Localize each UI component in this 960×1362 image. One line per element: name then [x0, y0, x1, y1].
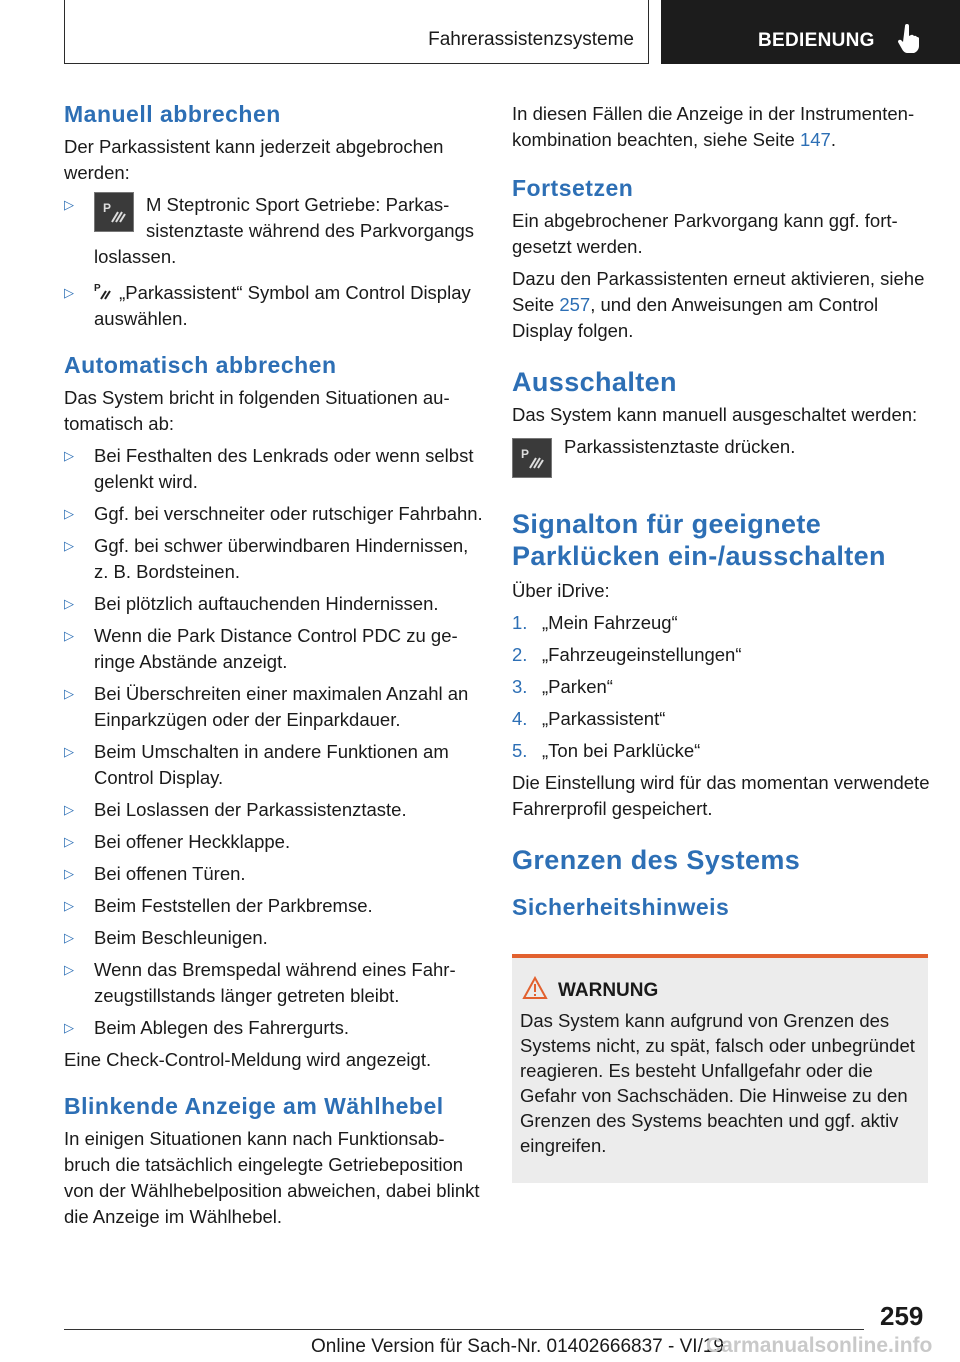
list-item	[64, 192, 484, 270]
left-column	[64, 101, 484, 1230]
list-item-text: Bei plötzlich auftauchenden Hindernissen.	[94, 593, 439, 614]
right-column	[512, 101, 932, 921]
triangle-right-icon: ▷	[64, 538, 74, 553]
triangle-right-icon: ▷	[64, 744, 74, 759]
list-item-text: „Parkassistent“ Symbol am Control Display auswählen.	[94, 282, 471, 329]
heading-signalton: Signalton für geeignete Parklücken ein-/ausschalten	[512, 509, 886, 571]
header-section-box	[64, 0, 649, 64]
footer-rule	[64, 1329, 864, 1330]
step-text: „Fahrzeugeinstellungen“	[542, 644, 742, 665]
triangle-right-icon: ▷	[64, 930, 74, 945]
list-item-text: Beim Ablegen des Fahrergurts.	[94, 1017, 350, 1038]
svg-text:P: P	[103, 201, 112, 215]
triangle-right-icon: ▷	[64, 285, 74, 300]
blinkend-text: In einigen Situationen kann nach Funktionsabbruch die tatsächlich eingelegte Getriebeposition von der Wählhebelposition abweichen, dabei blinkt die Anzeige im Wählhebel.	[64, 1128, 480, 1227]
triangle-right-icon: ▷	[64, 448, 74, 463]
list-item	[64, 443, 484, 495]
list-item-text: Bei Überschreiten einer maximalen Anzahl an Einparkzügen oder der Einparkdauer.	[94, 683, 469, 730]
step-text: „Mein Fahrzeug“	[542, 612, 678, 633]
page-number: 259	[880, 1301, 924, 1331]
list-item-text: Bei Loslassen der Parkassistenztaste.	[94, 799, 407, 820]
heading-automatisch: Automatisch abbrechen	[64, 352, 337, 378]
step-text: „Parken“	[542, 676, 613, 697]
right-intro	[512, 101, 932, 153]
signalton-intro: Über iDrive:	[512, 580, 610, 601]
fortsetzen-text2-post: , und den Anweisungen am Control Display folgen.	[512, 294, 879, 341]
list-item-text: Bei offenen Türen.	[94, 863, 246, 884]
list-item	[64, 893, 484, 919]
signalton-steps	[512, 610, 932, 764]
triangle-right-icon: ▷	[64, 506, 74, 521]
list-item	[64, 501, 484, 527]
intro-end: .	[830, 129, 836, 150]
list-item-text: Ggf. bei schwer überwindbaren Hindernissen, z. B. Bordsteinen.	[94, 535, 469, 582]
watermark: Carmanualsonline.info	[706, 1334, 933, 1357]
list-item	[512, 674, 932, 700]
warning-text: Das System kann aufgrund von Grenzen des Systems nicht, zu spät, falsch oder unbegründet reagieren. Es besteht Unfallgefahr oder die Gefahr von Sachschäden. Die Hinweise zu den Grenzen des Systems beachten und ggf. aktiv eingreifen.	[520, 1010, 915, 1156]
triangle-right-icon: ▷	[64, 898, 74, 913]
triangle-right-icon: ▷	[64, 686, 74, 701]
automatisch-intro: Das System bricht in folgenden Situationen automatisch ab:	[64, 387, 450, 434]
warning-header	[558, 980, 920, 1002]
ausschalten-button-text: Parkassistenztaste drücken.	[564, 436, 796, 457]
ausschalten-text: Das System kann manuell ausgeschaltet werden:	[512, 404, 918, 425]
triangle-right-icon: ▷	[64, 596, 74, 611]
list-item-text: Ggf. bei verschneiter oder rutschiger Fahrbahn.	[94, 503, 483, 524]
list-item-text: Beim Beschleunigen.	[94, 927, 268, 948]
list-item-text: Bei Festhalten des Lenkrads oder wenn selbst gelenkt wird.	[94, 445, 474, 492]
signalton-outro: Die Einstellung wird für das momentan verwendete Fahrerprofil gespeichert.	[512, 772, 930, 819]
warning-triangle-icon	[522, 976, 548, 1000]
heading-grenzen: Grenzen des Systems	[512, 845, 801, 875]
list-item	[64, 591, 484, 617]
fortsetzen-text2-pre: Dazu den Parkassistenten erneut aktivieren, siehe Seite	[512, 268, 925, 315]
step-text: „Parkassistent“	[542, 708, 666, 729]
section-title: Fahrerassistenzsysteme	[428, 29, 634, 50]
warning-box	[512, 958, 928, 1183]
heading-manuell: Manuell abbrechen	[64, 101, 281, 127]
list-item-text: Wenn das Bremspedal während eines Fahrzeugstillstands länger getreten bleibt.	[94, 959, 456, 1006]
manuell-list	[64, 192, 484, 332]
heading-ausschalten: Ausschalten	[512, 367, 677, 397]
list-item	[512, 642, 932, 668]
park-assist-symbol-icon	[94, 281, 114, 301]
svg-text:P: P	[94, 283, 101, 294]
list-item	[64, 533, 484, 585]
list-item	[512, 610, 932, 636]
header-badge	[661, 0, 960, 64]
automatisch-list	[64, 443, 484, 1041]
list-item	[64, 797, 484, 823]
list-item	[512, 738, 932, 764]
triangle-right-icon: ▷	[64, 834, 74, 849]
triangle-right-icon: ▷	[64, 802, 74, 817]
page-link-257[interactable]: 257	[559, 294, 591, 315]
page-link-147[interactable]: 147	[799, 129, 831, 150]
list-item	[64, 829, 484, 855]
warning-title: WARNUNG	[558, 980, 659, 1001]
heading-sicherheitshinweis: Sicherheitshinweis	[512, 894, 730, 920]
list-item-text: Beim Umschalten in andere Funktionen am Control Display.	[94, 741, 449, 788]
badge-label: BEDIENUNG	[758, 30, 875, 51]
list-item-text: Beim Feststellen der Parkbremse.	[94, 895, 373, 916]
hand-pointer-icon	[897, 24, 921, 54]
triangle-right-icon: ▷	[64, 628, 74, 643]
online-version-text: Online Version für Sach-Nr. 01402666837 - VI/19	[311, 1336, 724, 1357]
intro-text: In diesen Fällen die Anzeige in der Instrumentenkombination beachten, siehe Seite	[512, 103, 915, 150]
svg-text:P: P	[521, 447, 530, 461]
heading-blinkend: Blinkende Anzeige am Wählhebel	[64, 1093, 444, 1119]
list-item	[64, 925, 484, 951]
list-item	[64, 681, 484, 733]
triangle-right-icon: ▷	[64, 962, 74, 977]
list-item	[64, 623, 484, 675]
step-text: „Ton bei Parklücke“	[542, 740, 701, 761]
fortsetzen-text1: Ein abgebrochener Parkvorgang kann ggf. fortgesetzt werden.	[512, 210, 898, 257]
list-item	[512, 706, 932, 732]
park-assist-button-icon	[94, 192, 134, 232]
fortsetzen-text2	[512, 266, 932, 344]
step-number: 5.	[512, 740, 528, 761]
step-number: 2.	[512, 644, 528, 665]
list-item	[64, 1015, 484, 1041]
list-item	[64, 739, 484, 791]
list-item-text: M Steptronic Sport Getriebe: Parkassistenztaste während des Parkvorgangs loslassen.	[94, 194, 475, 267]
list-item	[64, 957, 484, 1009]
triangle-right-icon: ▷	[64, 866, 74, 881]
step-number: 1.	[512, 612, 528, 633]
heading-fortsetzen: Fortsetzen	[512, 175, 634, 201]
list-item	[64, 280, 484, 332]
triangle-right-icon: ▷	[64, 197, 74, 212]
list-item-text: Bei offener Heckklappe.	[94, 831, 291, 852]
park-assist-button-icon	[512, 438, 552, 478]
ausschalten-button-row	[512, 434, 932, 482]
step-number: 4.	[512, 708, 528, 729]
manuell-intro: Der Parkassistent kann jederzeit abgebrochen werden:	[64, 136, 444, 183]
automatisch-outro: Eine Check-Control-Meldung wird angezeigt.	[64, 1049, 432, 1070]
step-number: 3.	[512, 676, 528, 697]
list-item	[64, 861, 484, 887]
triangle-right-icon: ▷	[64, 1020, 74, 1035]
list-item-text: Wenn die Park Distance Control PDC zu geringe Abstände anzeigt.	[94, 625, 458, 672]
